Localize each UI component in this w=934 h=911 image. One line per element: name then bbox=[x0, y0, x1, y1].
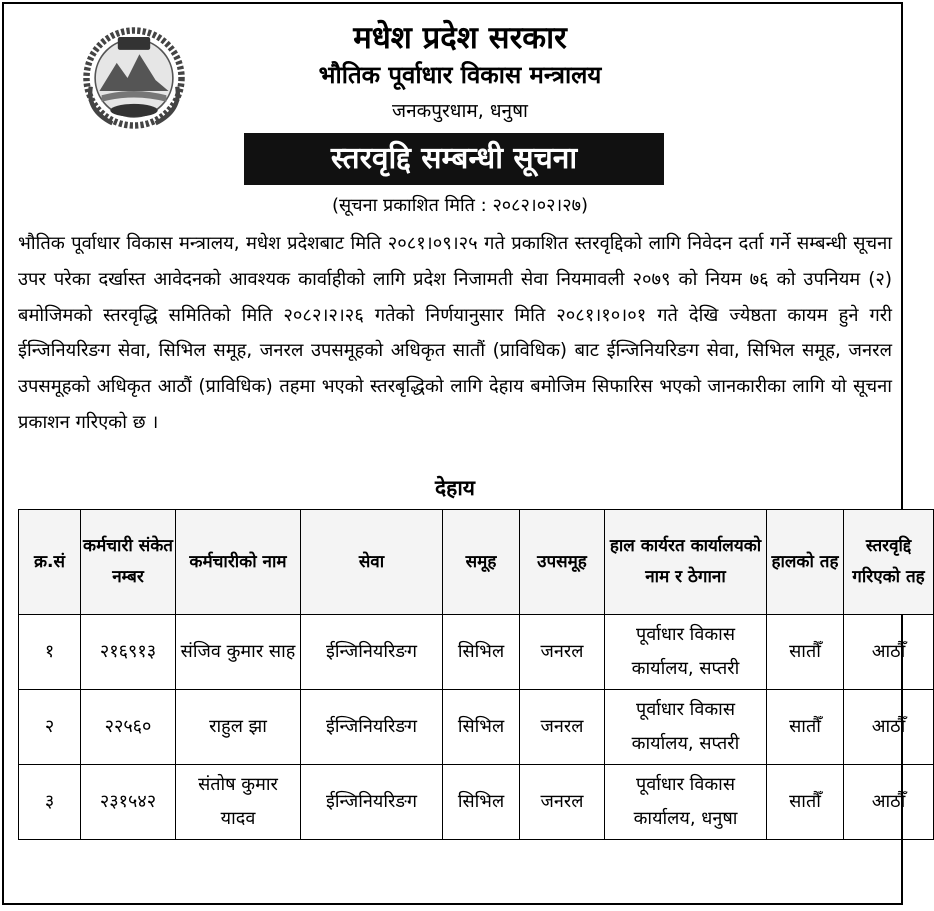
table-row bbox=[19, 690, 934, 765]
ministry-title: भौतिक पूर्वाधार विकास मन्त्रालय bbox=[318, 61, 602, 89]
cell-employee-name: संजिव कुमार साह bbox=[176, 615, 301, 690]
cell-employee-name: राहुल झा bbox=[176, 690, 301, 765]
header-promoted-level: स्तरवृद्दि गरिएको तह bbox=[844, 510, 934, 615]
cell-employee-name: संतोष कुमार यादव bbox=[176, 765, 301, 840]
cell-group: सिभिल bbox=[443, 765, 520, 840]
cell-promoted-level: आठौँ bbox=[844, 765, 934, 840]
cell-service: ईन्जिनियरिङग bbox=[301, 615, 443, 690]
published-date: (सूचना प्रकाशित मिति : २०८२।०२।२७) bbox=[331, 195, 588, 216]
promotion-table bbox=[18, 509, 934, 840]
cell-subgroup: जनरल bbox=[520, 690, 605, 765]
cell-office: पूर्वाधार विकास कार्यालय, धनुषा bbox=[605, 765, 767, 840]
notice-paragraph: भौतिक पूर्वाधार विकास मन्त्रालय, मधेश प्रदेशबाट मिति २०८१।०९।२५ गते प्रकाशित स्तरवृद्दिको लागि निवेदन दर्ता गर्ने सम्बन्धी सूचना उपर परेका दर्खास्त आवेदनको आवश्यक कार्वाहीको लागि प्रदेश निजामती सेवा नियमावली २०७९ को नियम ७६ को उपनियम (२) बमोजिमको स्तरवृद्धि समितिको मिति २०८२।२।२६ गतेको निर्णयानुसार मिति २०८१।१०।०१ गते देखि ज्येष्ठता कायम हुने गरी ईन्जिनियरिङग सेवा, सिभिल समूह, जनरल उपसमूहको अधिकृत सातौं (प्राविधिक) बाट ईन्जिनियरिङग सेवा, सिभिल समूह, जनरल उपसमूहको अधिकृत आठौं (प्राविधिक) तहमा भएको स्तरबृद्धिको लागि देहाय बमोजिम सिफारिस भएको जानकारीका लागि यो सूचना प्रकाशन गरिएको छ । bbox=[18, 233, 892, 433]
cell-employee-code: २१६९१३ bbox=[81, 615, 176, 690]
cell-employee-code: २३१५४२ bbox=[81, 765, 176, 840]
header-office: हाल कार्यरत कार्यालयको नाम र ठेगाना bbox=[605, 510, 767, 615]
table-row bbox=[19, 765, 934, 840]
header-subgroup: उपसमूह bbox=[520, 510, 605, 615]
cell-office: पूर्वाधार विकास कार्यालय, सप्तरी bbox=[605, 615, 767, 690]
table-header-row bbox=[19, 510, 934, 615]
cell-office: पूर्वाधार विकास कार्यालय, सप्तरी bbox=[605, 690, 767, 765]
header-employee-code: कर्मचारी संकेत नम्बर bbox=[81, 510, 176, 615]
header-current-level: हालको तह bbox=[767, 510, 844, 615]
cell-service: ईन्जिनियरिङग bbox=[301, 765, 443, 840]
cell-subgroup: जनरल bbox=[520, 615, 605, 690]
office-location: जनकपुरधाम, धनुषा bbox=[392, 100, 528, 122]
cell-current-level: सातौँ bbox=[767, 690, 844, 765]
government-emblem-icon bbox=[80, 24, 188, 132]
cell-promoted-level: आठौँ bbox=[844, 615, 934, 690]
cell-current-level: सातौँ bbox=[767, 615, 844, 690]
cell-promoted-level: आठौँ bbox=[844, 690, 934, 765]
cell-serial: ३ bbox=[19, 765, 81, 840]
cell-serial: २ bbox=[19, 690, 81, 765]
header-serial: क्र.सं bbox=[19, 510, 81, 615]
government-title: मधेश प्रदेश सरकार bbox=[353, 20, 567, 56]
cell-service: ईन्जिनियरिङग bbox=[301, 690, 443, 765]
cell-current-level: सातौँ bbox=[767, 765, 844, 840]
cell-subgroup: जनरल bbox=[520, 765, 605, 840]
header-group: समूह bbox=[443, 510, 520, 615]
cell-employee-code: २२५६० bbox=[81, 690, 176, 765]
table-row bbox=[19, 615, 934, 690]
header-service: सेवा bbox=[301, 510, 443, 615]
schedule-heading: देहाय bbox=[435, 476, 475, 500]
cell-group: सिभिल bbox=[443, 690, 520, 765]
header-employee-name: कर्मचारीको नाम bbox=[176, 510, 301, 615]
cell-group: सिभिल bbox=[443, 615, 520, 690]
cell-serial: १ bbox=[19, 615, 81, 690]
notice-title: स्तरवृद्दि सम्बन्धी सूचना bbox=[244, 133, 664, 185]
